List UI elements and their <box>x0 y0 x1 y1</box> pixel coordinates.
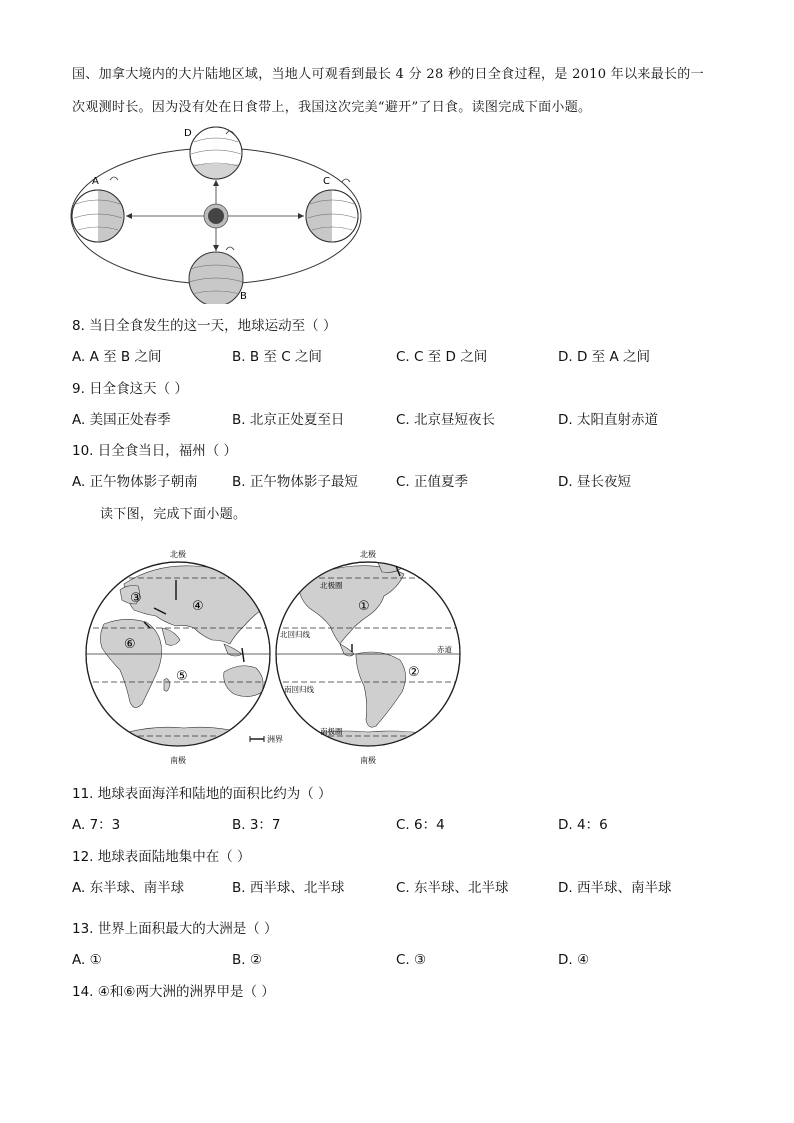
tropic-cancer-label: 北回归线 <box>280 630 310 639</box>
marker-4: ④ <box>192 599 204 614</box>
north-pole-label-left: 北极 <box>170 550 186 559</box>
western-hemisphere <box>274 557 464 756</box>
earth-position-d <box>190 127 242 184</box>
marker-3: ③ <box>130 591 142 606</box>
q10-option-c[interactable]: C. 正值夏季 <box>396 474 469 490</box>
label-d: D <box>184 128 192 139</box>
earth-position-c <box>306 184 358 248</box>
label-a: A <box>92 176 99 187</box>
q8-option-a[interactable]: A. A 至 B 之间 <box>72 349 162 365</box>
q12-option-d[interactable]: D. 西半球、南半球 <box>558 880 672 896</box>
marker-6: ⑥ <box>124 637 136 652</box>
hemisphere-map-figure <box>84 544 464 768</box>
q8-option-b[interactable]: B. B 至 C 之间 <box>232 349 322 365</box>
q9-option-b[interactable]: B. 北京正处夏至日 <box>232 412 345 428</box>
q8-option-d[interactable]: D. D 至 A 之间 <box>558 349 650 365</box>
q12-option-b[interactable]: B. 西半球、北半球 <box>232 880 345 896</box>
label-c: C <box>323 176 330 187</box>
label-b: B <box>240 291 247 302</box>
continent-boundary-legend <box>250 734 283 744</box>
marker-5: ⑤ <box>176 669 188 684</box>
question-9-stem: 9. 日全食这天（ ） <box>72 381 188 397</box>
question-8-stem: 8. 当日全食发生的这一天，地球运动至（ ） <box>72 318 337 334</box>
question-10-stem: 10. 日全食当日，福州（ ） <box>72 443 238 459</box>
q9-option-d[interactable]: D. 太阳直射赤道 <box>558 412 658 428</box>
marker-2: ② <box>408 665 420 680</box>
q11-option-b[interactable]: B. 3：7 <box>232 817 281 833</box>
q9-option-c[interactable]: C. 北京昼短夜长 <box>396 412 496 428</box>
tropic-capricorn-label: 南回归线 <box>284 685 314 694</box>
q10-option-d[interactable]: D. 昼长夜短 <box>558 474 631 490</box>
question-12-stem: 12. 地球表面陆地集中在（ ） <box>72 849 251 865</box>
question-13-stem: 13. 世界上面积最大的大洲是（ ） <box>72 921 278 937</box>
earth-position-b <box>189 252 243 304</box>
intro-line-2: 次观测时长。因为没有处在日食带上，我国这次完美“避开”了日食。读图完成下面小题。 <box>72 100 592 115</box>
north-pole-label-right: 北极 <box>360 550 376 559</box>
earth-position-a <box>72 184 128 248</box>
legend-label: 洲界 <box>267 735 283 744</box>
antarctic-circle-label: 南极圈 <box>320 727 343 736</box>
q12-option-a[interactable]: A. 东半球、南半球 <box>72 880 185 896</box>
q11-option-a[interactable]: A. 7：3 <box>72 817 121 833</box>
q11-option-c[interactable]: C. 6：4 <box>396 817 445 833</box>
q10-option-b[interactable]: B. 正午物体影子最短 <box>232 474 358 490</box>
q10-option-a[interactable]: A. 正午物体影子朝南 <box>72 474 198 490</box>
read-prompt: 读下图，完成下面小题。 <box>100 507 247 522</box>
q8-option-c[interactable]: C. C 至 D 之间 <box>396 349 488 365</box>
south-pole-label-right: 南极 <box>360 756 376 765</box>
marker-1: ① <box>358 599 370 614</box>
q13-option-c[interactable]: C. ③ <box>396 952 427 968</box>
eastern-hemisphere <box>84 562 274 754</box>
q13-option-a[interactable]: A. ① <box>72 952 102 968</box>
q13-option-b[interactable]: B. ② <box>232 952 262 968</box>
sun-icon <box>204 204 228 228</box>
earth-orbit-figure <box>66 124 366 304</box>
q12-option-c[interactable]: C. 东半球、北半球 <box>396 880 509 896</box>
question-11-stem: 11. 地球表面海洋和陆地的面积比约为（ ） <box>72 786 332 802</box>
q11-option-d[interactable]: D. 4：6 <box>558 817 608 833</box>
q9-option-a[interactable]: A. 美国正处春季 <box>72 412 171 428</box>
arctic-circle-label: 北极圈 <box>320 581 343 590</box>
south-pole-label-left: 南极 <box>170 756 186 765</box>
intro-line-1: 国、加拿大境内的大片陆地区域，当地人可观看到最长 4 分 28 秒的日全食过程，是 2010 年以来最长的一 <box>72 67 704 82</box>
question-14-stem: 14. ④和⑥两大洲的洲界甲是（ ） <box>72 984 275 1000</box>
equator-label: 赤道 <box>437 645 452 654</box>
q13-option-d[interactable]: D. ④ <box>558 952 590 968</box>
